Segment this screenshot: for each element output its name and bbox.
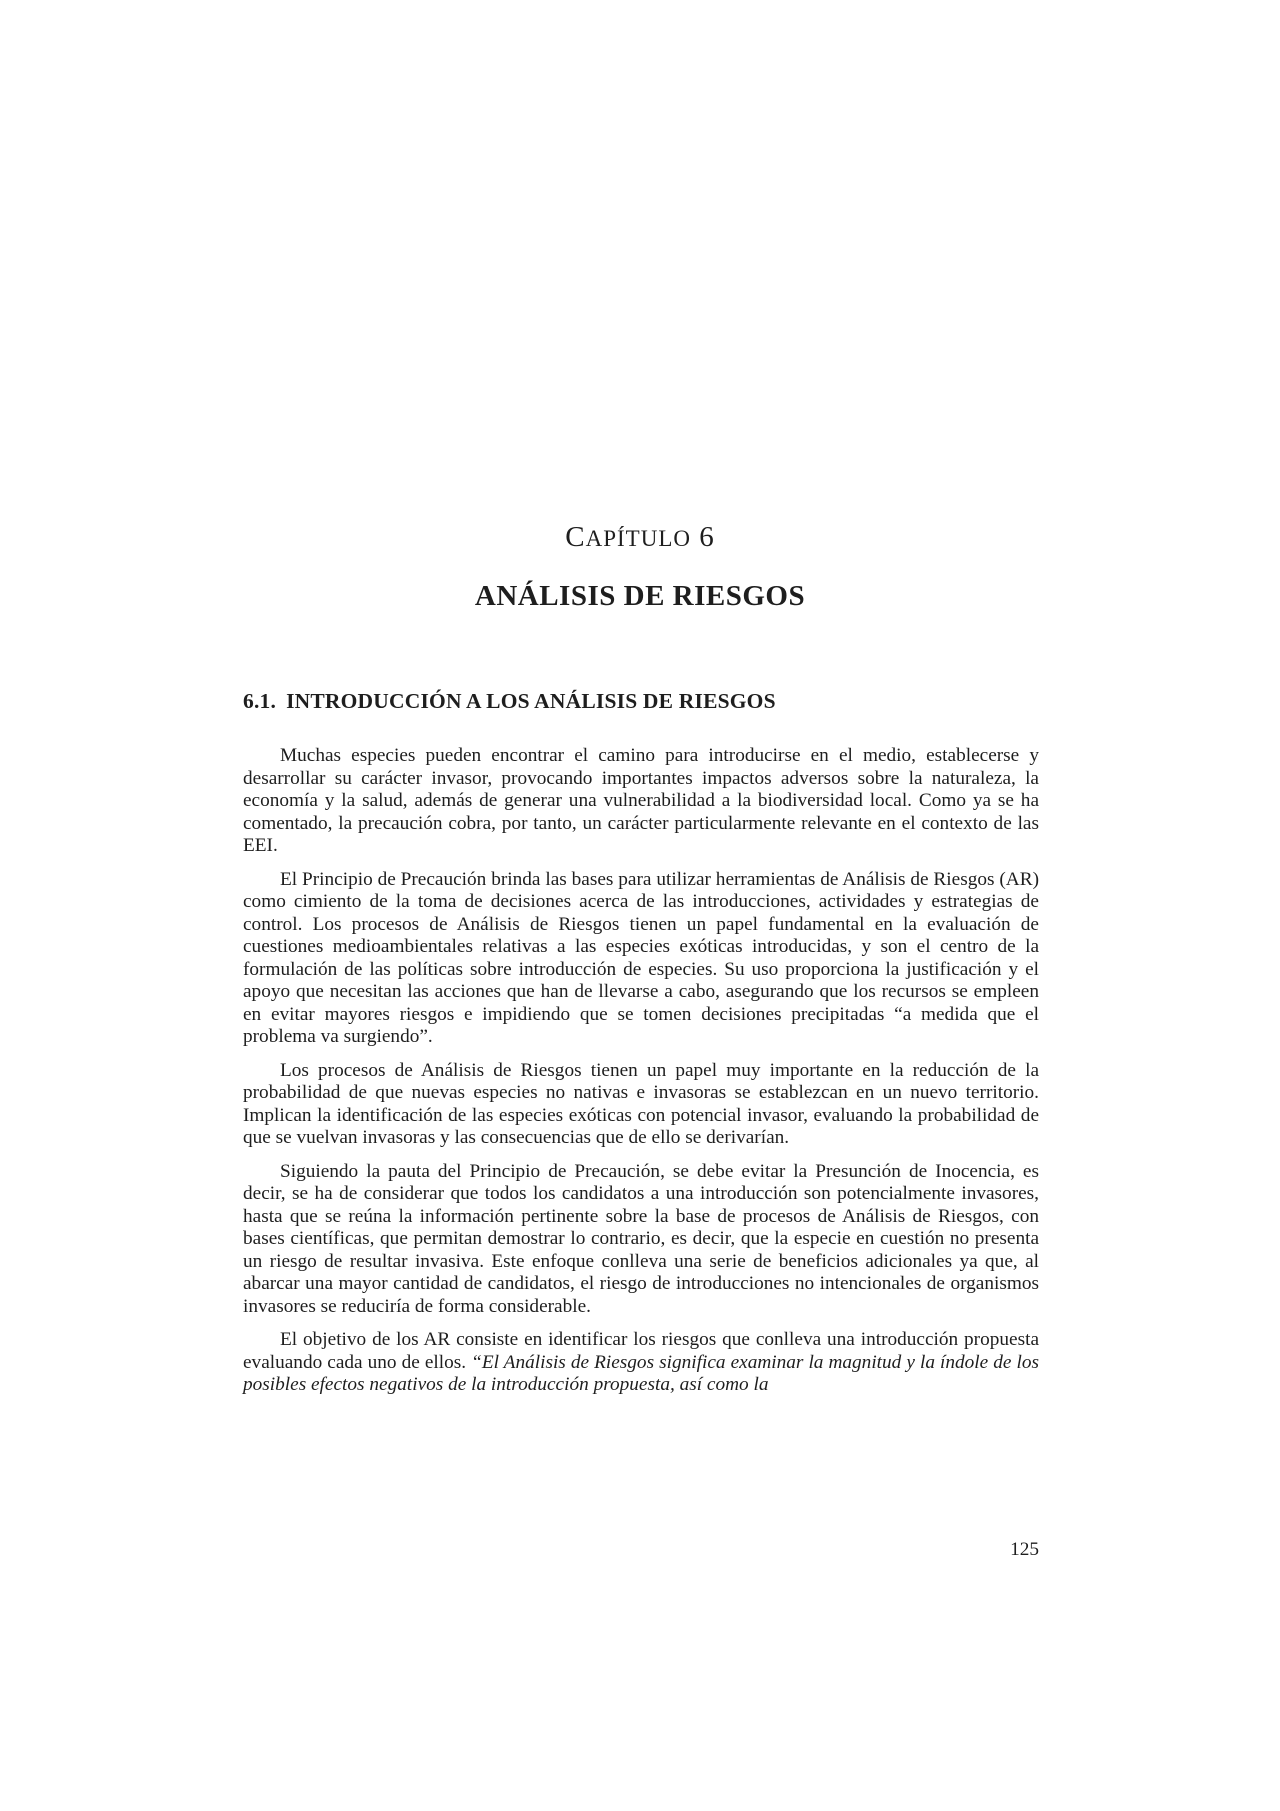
paragraph-3: Los procesos de Análisis de Riesgos tienen un papel muy importante en la reducción de la probabilidad de que nuevas especies no nativas e invasoras se establezcan en un nuevo territorio. Implican la identificación de las especies exóticas con potencial invasor, evaluando la probabilidad de que se vuelvan invasoras y las consecuencias que de ello se derivarían. <box>243 1059 1039 1148</box>
chapter-title: ANÁLISIS DE RIESGOS <box>474 580 806 612</box>
paragraph-5-quote: “El Análisis de Riesgos significa examinar la magnitud y la índole de los posibles efectos negativos de la introducción propuesta, así como la <box>243 1351 1039 1395</box>
paragraph-5-text: El objetivo de los AR consiste en identificar los riesgos que conlleva una introducción propuesta evaluando cada uno de ellos. <box>243 1329 1039 1373</box>
chapter-label <box>0 519 1280 557</box>
paragraph-5 <box>243 1329 1039 1397</box>
paragraph-4: Siguiendo la pauta del Principio de Precaución, se debe evitar la Presunción de Inocencia, es decir, se ha de considerar que todos los candidatos a una introducción son potencialmente invasores, hasta que se reúna la información pertinente sobre la base de procesos de Análisis de Riesgos, con bases científicas, que permitan demostrar lo contrario, es decir, que la especie en cuestión no presenta un riesgo de resultar invasiva. Este enfoque conlleva una serie de beneficios adicionales ya que, al abarcar una mayor cantidad de candidatos, el riesgo de introducciones no intencionales de organismos invasores se reduciría de forma considerable. <box>243 1160 1039 1317</box>
paragraph-1: Muchas especies pueden encontrar el camino para introducirse en el medio, establecerse y desarrollar su carácter invasor, provocando importantes impactos adversos sobre la naturaleza, la economía y la salud, además de generar una vulnerabilidad a la biodiversidad local. Como ya se ha comentado, la precaución cobra, por tanto, un carácter particularmente relevante en el contexto de las EEI. <box>243 745 1039 856</box>
chapter-number: 6 <box>699 521 715 553</box>
chapter-label-initial: C <box>565 521 586 553</box>
section-number: 6.1. <box>243 689 277 713</box>
section-title: INTRODUCCIÓN A LOS ANÁLISIS DE RIESGOS <box>286 689 776 713</box>
chapter-label-rest: APÍTULO <box>585 526 691 551</box>
paragraph-2: El Principio de Precaución brinda las bases para utilizar herramientas de Análisis de Riesgos (AR) como cimiento de la toma de decisiones acerca de las introducciones, actividades y estrategias de control. Los procesos de Análisis de Riesgos tienen un papel fundamental en la evaluación de cuestiones medioambientales relativas a las especies exóticas introducidas, y son el centro de la formulación de las políticas sobre introducción de especies. Su uso proporciona la justificación y el apoyo que necesitan las acciones que han de llevarse a cabo, asegurando que los recursos se empleen en evitar mayores riesgos e impidiendo que se tomen decisiones precipitadas “a medida que el problema va surgiendo”. <box>243 868 1039 1047</box>
body-text <box>243 745 1039 1408</box>
page-number: 125 <box>1010 1539 1039 1560</box>
section-heading <box>243 687 776 715</box>
